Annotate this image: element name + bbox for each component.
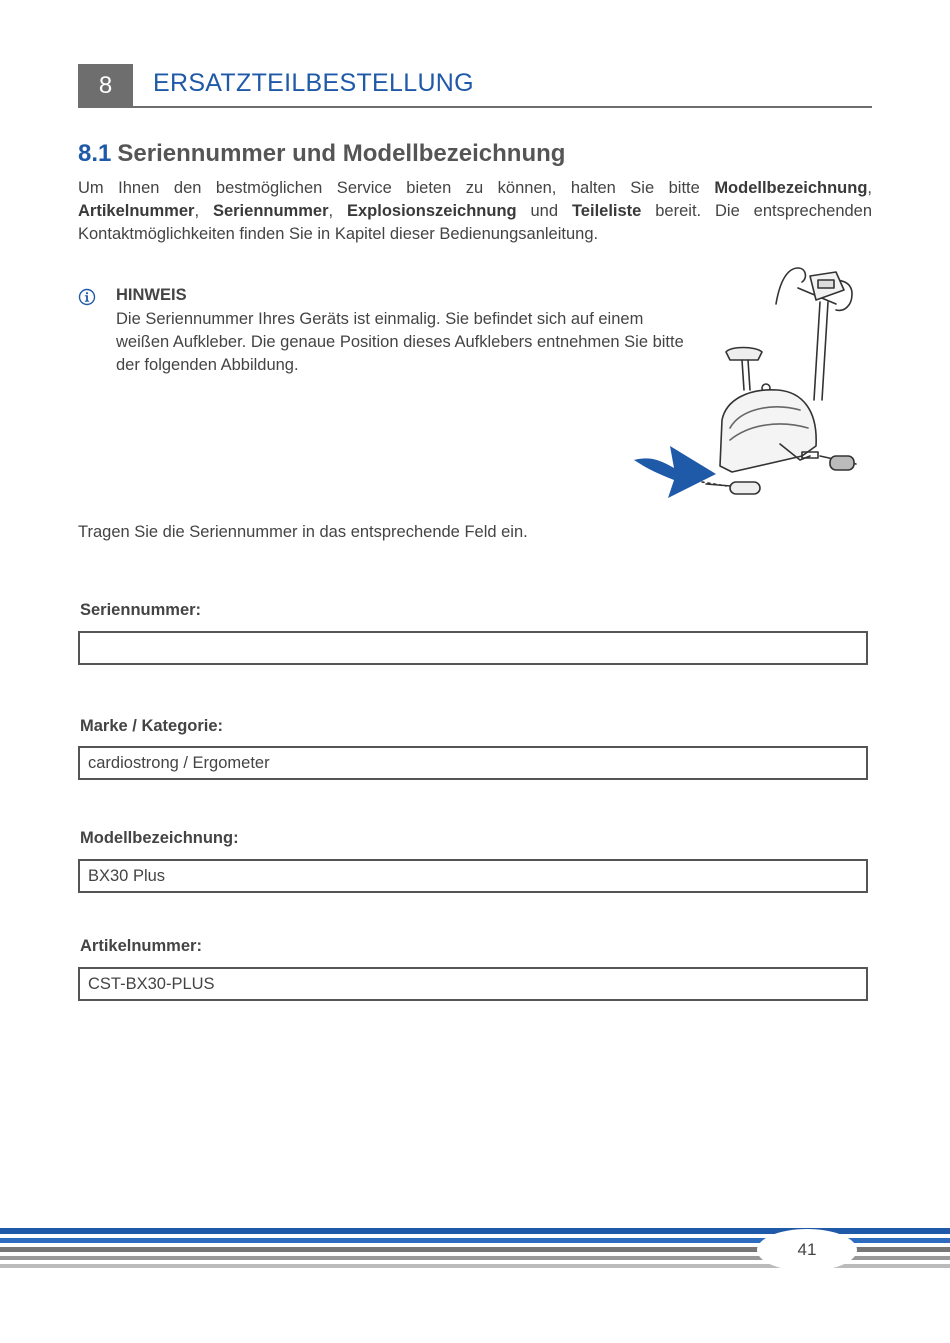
section-heading: Seriennummer und Modellbezeichnung: [117, 140, 566, 167]
brand-category-field[interactable]: cardiostrong / Ergometer: [78, 746, 868, 780]
intro-text: ,: [867, 179, 872, 197]
intro-bold-parts: Teileliste: [571, 202, 642, 220]
model-name-field[interactable]: BX30 Plus: [78, 859, 868, 893]
intro-paragraph: [78, 177, 872, 246]
intro-text: ,: [328, 202, 347, 220]
serial-number-label: Seriennummer:: [80, 601, 202, 619]
intro-text: bereit. Die entsprechenden Kontaktmöglichkeiten finden Sie in Kapitel dieser Bedienungsanleitung.: [78, 202, 873, 243]
page-number: 41: [757, 1229, 857, 1271]
note-text: Die Seriennummer Ihres Geräts ist einmalig. Sie befindet sich auf einem weißen Aufkleber. Die genaue Position dieses Aufklebers entnehmen Sie bitte der folgenden Abbildung.: [116, 310, 684, 374]
article-number-label: Artikelnummer:: [80, 937, 202, 955]
intro-bold-serial: Seriennummer: [212, 202, 329, 220]
intro-bold-explosion: Explosionszeichnung: [347, 202, 517, 220]
article-number-field[interactable]: CST-BX30-PLUS: [78, 967, 868, 1001]
note-title: HINWEIS: [116, 286, 187, 304]
intro-text: Um Ihnen den bestmöglichen Service bieten zu können, halten Sie bitte: [78, 179, 715, 197]
instruction-text: Tragen Sie die Seriennummer in das entsprechende Feld ein.: [78, 523, 528, 541]
serial-number-field[interactable]: [78, 631, 868, 665]
intro-text: und: [516, 202, 572, 220]
chapter-title: ERSATZTEILBESTELLUNG: [153, 69, 474, 97]
arrow-icon: [634, 446, 716, 498]
section-number: 8.1: [78, 140, 112, 167]
chapter-number: 8: [78, 64, 133, 108]
model-name-label: Modellbezeichnung:: [80, 829, 239, 847]
chapter-header: [78, 64, 872, 108]
intro-bold-article: Artikelnummer: [78, 202, 195, 220]
intro-text: ,: [194, 202, 213, 220]
info-icon: [78, 288, 96, 306]
brand-category-label: Marke / Kategorie:: [80, 717, 224, 735]
chapter-divider: [78, 106, 872, 108]
section-title: [78, 140, 565, 168]
exercise-bike-illustration: [630, 260, 870, 500]
intro-bold-model: Modellbezeichnung: [714, 179, 868, 197]
